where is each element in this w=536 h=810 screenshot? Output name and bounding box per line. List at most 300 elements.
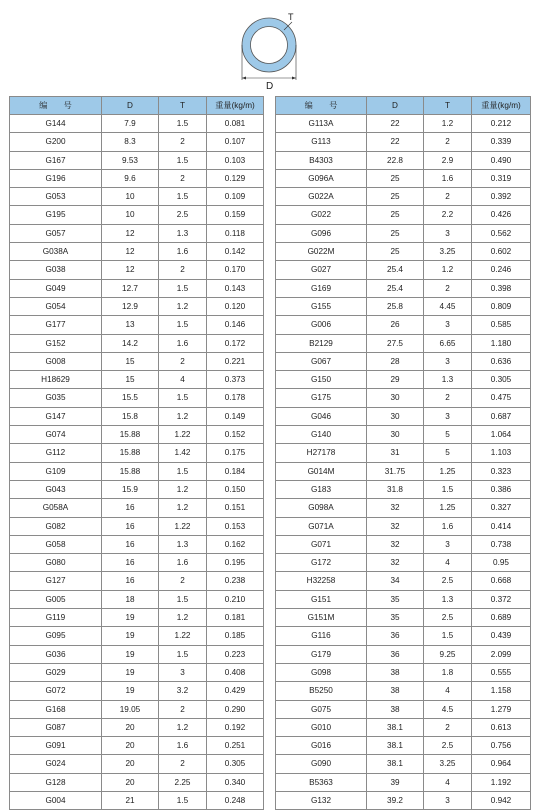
- cell-weight: 0.178: [207, 389, 264, 407]
- cell-diameter: 27.5: [367, 334, 424, 352]
- cell-diameter: 31: [367, 444, 424, 462]
- table-row: [276, 663, 531, 681]
- table-row: [276, 462, 531, 480]
- cell-code: G147: [10, 407, 102, 425]
- thickness-label: T: [288, 12, 294, 22]
- cell-code: B2129: [276, 334, 367, 352]
- diameter-arrow-left: [242, 77, 246, 80]
- cell-diameter: 19.05: [102, 700, 159, 718]
- cell-diameter: 25.8: [367, 297, 424, 315]
- cell-diameter: 16: [102, 517, 159, 535]
- cell-weight: 0.175: [207, 444, 264, 462]
- cell-code: G029: [10, 663, 102, 681]
- cell-weight: 0.172: [207, 334, 264, 352]
- cell-thickness: 3.2: [159, 682, 207, 700]
- cell-thickness: 2: [424, 279, 472, 297]
- table-row: [276, 389, 531, 407]
- table-row: [10, 535, 264, 553]
- cell-diameter: 9.6: [102, 169, 159, 187]
- cell-weight: 0.195: [207, 554, 264, 572]
- cell-weight: 1.192: [472, 773, 531, 791]
- table-row: [276, 645, 531, 663]
- cell-weight: 0.290: [207, 700, 264, 718]
- cell-diameter: 15: [102, 352, 159, 370]
- cell-diameter: 29: [367, 371, 424, 389]
- cell-thickness: 1.5: [159, 590, 207, 608]
- table-row: [10, 279, 264, 297]
- cell-thickness: 2.2: [424, 206, 472, 224]
- cell-diameter: 20: [102, 737, 159, 755]
- cell-code: G177: [10, 316, 102, 334]
- cell-diameter: 25: [367, 206, 424, 224]
- cell-weight: 0.562: [472, 224, 531, 242]
- cell-diameter: 13: [102, 316, 159, 334]
- cell-weight: 0.613: [472, 718, 531, 736]
- cell-diameter: 38.1: [367, 718, 424, 736]
- cell-code: G196: [10, 169, 102, 187]
- cell-code: G167: [10, 151, 102, 169]
- cell-weight: 1.103: [472, 444, 531, 462]
- cell-weight: 0.414: [472, 517, 531, 535]
- cell-thickness: 4: [424, 773, 472, 791]
- cell-diameter: 16: [102, 535, 159, 553]
- cell-thickness: 2.5: [424, 572, 472, 590]
- cell-diameter: 26: [367, 316, 424, 334]
- cell-thickness: 4: [159, 371, 207, 389]
- cell-thickness: 1.5: [159, 462, 207, 480]
- cell-thickness: 1.2: [424, 261, 472, 279]
- cell-thickness: 3: [159, 663, 207, 681]
- tube-cross-section-diagram: [220, 6, 320, 92]
- cell-weight: 0.602: [472, 243, 531, 261]
- cell-thickness: 1.6: [424, 517, 472, 535]
- table-row: [10, 682, 264, 700]
- cell-weight: 0.305: [207, 755, 264, 773]
- cell-diameter: 19: [102, 645, 159, 663]
- table-row: [10, 371, 264, 389]
- cell-diameter: 32: [367, 535, 424, 553]
- cell-thickness: 1.5: [159, 645, 207, 663]
- cell-weight: 0.555: [472, 663, 531, 681]
- cell-weight: 0.151: [207, 499, 264, 517]
- cell-diameter: 9.53: [102, 151, 159, 169]
- table-row: [10, 572, 264, 590]
- table-row: [276, 627, 531, 645]
- cell-weight: 0.490: [472, 151, 531, 169]
- cell-thickness: 3: [424, 791, 472, 809]
- table-row: [10, 499, 264, 517]
- cell-code: G179: [276, 645, 367, 663]
- cell-diameter: 36: [367, 645, 424, 663]
- cell-thickness: 1.3: [424, 590, 472, 608]
- table-row: [10, 609, 264, 627]
- cell-code: G175: [276, 389, 367, 407]
- cell-code: G082: [10, 517, 102, 535]
- cell-weight: 0.942: [472, 791, 531, 809]
- cell-diameter: 14.2: [102, 334, 159, 352]
- cell-diameter: 12.9: [102, 297, 159, 315]
- cell-code: G200: [10, 133, 102, 151]
- cell-weight: 0.386: [472, 480, 531, 498]
- cell-weight: 0.185: [207, 627, 264, 645]
- cell-weight: 0.129: [207, 169, 264, 187]
- cell-diameter: 28: [367, 352, 424, 370]
- cell-code: G090: [276, 755, 367, 773]
- table-row: [10, 737, 264, 755]
- cell-code: G046: [276, 407, 367, 425]
- header-weight: 重量(kg/m): [207, 97, 264, 115]
- cell-code: G058A: [10, 499, 102, 517]
- cell-weight: 0.305: [472, 371, 531, 389]
- table-row: [10, 718, 264, 736]
- cell-weight: 0.392: [472, 188, 531, 206]
- cell-thickness: 1.22: [159, 627, 207, 645]
- cell-code: G150: [276, 371, 367, 389]
- cell-thickness: 3: [424, 316, 472, 334]
- table-row: [10, 773, 264, 791]
- table-row: [10, 389, 264, 407]
- cell-code: G010: [276, 718, 367, 736]
- cell-weight: 2.099: [472, 645, 531, 663]
- cell-thickness: 6.65: [424, 334, 472, 352]
- cell-thickness: 1.3: [424, 371, 472, 389]
- cell-weight: 0.689: [472, 609, 531, 627]
- table-row: [276, 609, 531, 627]
- table-row: [276, 499, 531, 517]
- cell-thickness: 2.25: [159, 773, 207, 791]
- cell-weight: 0.373: [207, 371, 264, 389]
- table-row: [276, 572, 531, 590]
- table-row: [276, 682, 531, 700]
- cell-weight: 0.251: [207, 737, 264, 755]
- cell-thickness: 1.2: [159, 718, 207, 736]
- cell-diameter: 30: [367, 389, 424, 407]
- tube-spec-table-right: [275, 96, 531, 810]
- cell-thickness: 1.5: [424, 480, 472, 498]
- cell-code: G119: [10, 609, 102, 627]
- cell-diameter: 36: [367, 627, 424, 645]
- table-row: [10, 169, 264, 187]
- cell-code: G183: [276, 480, 367, 498]
- cell-diameter: 8.3: [102, 133, 159, 151]
- cell-weight: 0.738: [472, 535, 531, 553]
- cell-thickness: 2.5: [424, 609, 472, 627]
- cell-code: B4303: [276, 151, 367, 169]
- cell-diameter: 25: [367, 169, 424, 187]
- table-row: [276, 206, 531, 224]
- cell-weight: 0.159: [207, 206, 264, 224]
- cell-code: B5363: [276, 773, 367, 791]
- cell-thickness: 1.2: [159, 407, 207, 425]
- cell-weight: 0.081: [207, 115, 264, 133]
- table-row: [10, 627, 264, 645]
- cell-thickness: 1.6: [159, 243, 207, 261]
- cell-code: G116: [276, 627, 367, 645]
- cell-code: G113A: [276, 115, 367, 133]
- cell-weight: 0.170: [207, 261, 264, 279]
- cell-thickness: 4.5: [424, 700, 472, 718]
- cell-weight: 0.238: [207, 572, 264, 590]
- cell-code: G027: [276, 261, 367, 279]
- cell-diameter: 15.88: [102, 426, 159, 444]
- cell-diameter: 15.88: [102, 444, 159, 462]
- cell-weight: 0.246: [472, 261, 531, 279]
- table-row: [276, 151, 531, 169]
- cell-weight: 0.668: [472, 572, 531, 590]
- cell-code: G074: [10, 426, 102, 444]
- cell-code: G098: [276, 663, 367, 681]
- cell-weight: 1.064: [472, 426, 531, 444]
- cell-thickness: 3: [424, 224, 472, 242]
- cell-thickness: 3: [424, 352, 472, 370]
- cell-weight: 0.439: [472, 627, 531, 645]
- cell-weight: 0.143: [207, 279, 264, 297]
- cell-weight: 0.212: [472, 115, 531, 133]
- cell-thickness: 4: [424, 554, 472, 572]
- table-row: [276, 773, 531, 791]
- cell-thickness: 4: [424, 682, 472, 700]
- cell-thickness: 1.5: [159, 389, 207, 407]
- cell-weight: 0.408: [207, 663, 264, 681]
- cell-code: G132: [276, 791, 367, 809]
- cell-diameter: 34: [367, 572, 424, 590]
- cell-diameter: 15: [102, 371, 159, 389]
- table-row: [10, 261, 264, 279]
- cell-weight: 0.152: [207, 426, 264, 444]
- cell-diameter: 22: [367, 115, 424, 133]
- table-row: [276, 352, 531, 370]
- cell-diameter: 20: [102, 718, 159, 736]
- cell-code: G109: [10, 462, 102, 480]
- cell-diameter: 22: [367, 133, 424, 151]
- cell-code: G022: [276, 206, 367, 224]
- header-code: 编 号: [10, 97, 102, 115]
- cell-thickness: 2: [159, 352, 207, 370]
- cell-code: G151M: [276, 609, 367, 627]
- cell-diameter: 15.8: [102, 407, 159, 425]
- cell-code: G067: [276, 352, 367, 370]
- cell-thickness: 1.6: [159, 334, 207, 352]
- table-row: [10, 188, 264, 206]
- cell-code: G155: [276, 297, 367, 315]
- cell-diameter: 12: [102, 224, 159, 242]
- table-row: [276, 334, 531, 352]
- cell-diameter: 38: [367, 663, 424, 681]
- cell-thickness: 1.6: [159, 554, 207, 572]
- table-row: [10, 224, 264, 242]
- cell-weight: 1.158: [472, 682, 531, 700]
- cell-diameter: 12.7: [102, 279, 159, 297]
- cell-diameter: 30: [367, 407, 424, 425]
- cell-thickness: 4.45: [424, 297, 472, 315]
- cell-diameter: 32: [367, 499, 424, 517]
- cell-diameter: 18: [102, 590, 159, 608]
- cell-weight: 0.248: [207, 791, 264, 809]
- cell-code: G006: [276, 316, 367, 334]
- cell-diameter: 38.1: [367, 737, 424, 755]
- cell-weight: 0.327: [472, 499, 531, 517]
- table-row: [276, 279, 531, 297]
- table-row: [276, 243, 531, 261]
- table-row: [10, 316, 264, 334]
- table-row: [276, 480, 531, 498]
- header-weight: 重量(kg/m): [472, 97, 531, 115]
- cell-thickness: 1.3: [159, 535, 207, 553]
- table-row: [10, 206, 264, 224]
- cell-diameter: 20: [102, 773, 159, 791]
- cell-thickness: 1.6: [159, 737, 207, 755]
- cell-diameter: 10: [102, 188, 159, 206]
- cell-diameter: 12: [102, 261, 159, 279]
- table-header-row: [276, 97, 531, 115]
- table-row: [10, 480, 264, 498]
- table-row: [276, 297, 531, 315]
- cell-weight: 0.118: [207, 224, 264, 242]
- cell-code: G016: [276, 737, 367, 755]
- cell-code: G091: [10, 737, 102, 755]
- table-row: [276, 737, 531, 755]
- table-row: [10, 407, 264, 425]
- cell-thickness: 1.2: [159, 480, 207, 498]
- cell-weight: 0.339: [472, 133, 531, 151]
- table-row: [276, 444, 531, 462]
- cell-code: G112: [10, 444, 102, 462]
- cell-code: G087: [10, 718, 102, 736]
- table-row: [276, 517, 531, 535]
- table-row: [10, 663, 264, 681]
- cell-weight: 1.180: [472, 334, 531, 352]
- cell-diameter: 25: [367, 243, 424, 261]
- cell-diameter: 32: [367, 517, 424, 535]
- cell-thickness: 2: [159, 572, 207, 590]
- cell-thickness: 2.5: [159, 206, 207, 224]
- table-row: [276, 261, 531, 279]
- cell-thickness: 2: [159, 755, 207, 773]
- cell-code: H18629: [10, 371, 102, 389]
- cell-thickness: 2.9: [424, 151, 472, 169]
- cell-thickness: 2.5: [424, 737, 472, 755]
- cell-diameter: 38: [367, 682, 424, 700]
- header-diameter: D: [367, 97, 424, 115]
- table-row: [276, 590, 531, 608]
- cell-code: G049: [10, 279, 102, 297]
- table-row: [276, 316, 531, 334]
- cell-thickness: 3.25: [424, 755, 472, 773]
- cell-weight: 0.221: [207, 352, 264, 370]
- cell-diameter: 16: [102, 499, 159, 517]
- cell-weight: 0.192: [207, 718, 264, 736]
- table-row: [276, 718, 531, 736]
- header-thickness: T: [159, 97, 207, 115]
- cell-code: G096A: [276, 169, 367, 187]
- cell-weight: 0.210: [207, 590, 264, 608]
- cell-weight: 0.964: [472, 755, 531, 773]
- cell-code: G058: [10, 535, 102, 553]
- cell-diameter: 7.9: [102, 115, 159, 133]
- cell-thickness: 1.2: [159, 499, 207, 517]
- cell-weight: 1.279: [472, 700, 531, 718]
- table-row: [10, 151, 264, 169]
- table-row: [276, 224, 531, 242]
- cell-code: G096: [276, 224, 367, 242]
- table-row: [276, 188, 531, 206]
- cell-diameter: 25.4: [367, 279, 424, 297]
- cell-thickness: 2: [159, 169, 207, 187]
- table-body-left: [10, 115, 264, 810]
- cell-thickness: 2: [159, 133, 207, 151]
- cell-weight: 0.636: [472, 352, 531, 370]
- cell-thickness: 2: [424, 718, 472, 736]
- cell-thickness: 1.22: [159, 426, 207, 444]
- cell-thickness: 5: [424, 426, 472, 444]
- table-row: [276, 791, 531, 809]
- cell-code: G054: [10, 297, 102, 315]
- table-row: [10, 700, 264, 718]
- cell-weight: 0.103: [207, 151, 264, 169]
- cell-weight: 0.585: [472, 316, 531, 334]
- cell-code: G043: [10, 480, 102, 498]
- cell-code: G038: [10, 261, 102, 279]
- table-row: [276, 371, 531, 389]
- cell-weight: 0.146: [207, 316, 264, 334]
- cell-diameter: 19: [102, 609, 159, 627]
- header-diameter: D: [102, 97, 159, 115]
- cell-code: G128: [10, 773, 102, 791]
- cell-weight: 0.398: [472, 279, 531, 297]
- cell-code: G168: [10, 700, 102, 718]
- table-row: [10, 352, 264, 370]
- cell-thickness: 3: [424, 407, 472, 425]
- cell-thickness: 1.3: [159, 224, 207, 242]
- cell-code: G113: [276, 133, 367, 151]
- cell-diameter: 15.9: [102, 480, 159, 498]
- cell-code: G071A: [276, 517, 367, 535]
- cell-code: G095: [10, 627, 102, 645]
- cell-weight: 0.150: [207, 480, 264, 498]
- cell-code: G071: [276, 535, 367, 553]
- cell-thickness: 1.25: [424, 462, 472, 480]
- cell-code: B5250: [276, 682, 367, 700]
- cell-code: H32258: [276, 572, 367, 590]
- cell-diameter: 35: [367, 590, 424, 608]
- cell-thickness: 1.5: [159, 115, 207, 133]
- cell-code: G172: [276, 554, 367, 572]
- cell-weight: 0.153: [207, 517, 264, 535]
- cell-code: G080: [10, 554, 102, 572]
- table-header-row: [10, 97, 264, 115]
- cell-diameter: 19: [102, 627, 159, 645]
- cell-diameter: 25: [367, 224, 424, 242]
- cell-weight: 0.429: [207, 682, 264, 700]
- cell-code: G152: [10, 334, 102, 352]
- table-row: [276, 554, 531, 572]
- diameter-label: D: [266, 81, 274, 92]
- cell-diameter: 20: [102, 755, 159, 773]
- table-row: [10, 590, 264, 608]
- cell-code: G005: [10, 590, 102, 608]
- table-row: [10, 426, 264, 444]
- table-row: [10, 297, 264, 315]
- cell-code: G144: [10, 115, 102, 133]
- cell-thickness: 1.22: [159, 517, 207, 535]
- cell-weight: 0.809: [472, 297, 531, 315]
- cell-weight: 0.372: [472, 590, 531, 608]
- cell-thickness: 3.25: [424, 243, 472, 261]
- cell-weight: 0.107: [207, 133, 264, 151]
- header-thickness: T: [424, 97, 472, 115]
- table-row: [10, 791, 264, 809]
- cell-code: G022A: [276, 188, 367, 206]
